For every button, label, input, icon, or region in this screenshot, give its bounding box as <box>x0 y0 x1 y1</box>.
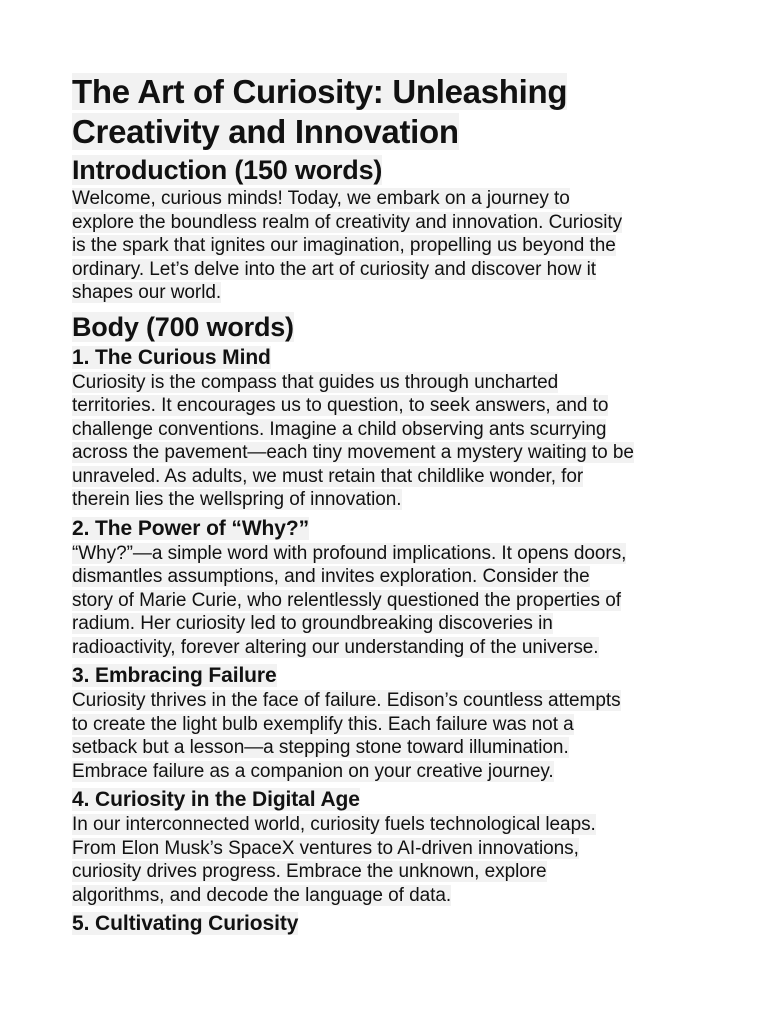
section-heading: 4. Curiosity in the Digital Age <box>72 788 360 811</box>
text-line: story of Marie Curie, who relentlessly questioned the properties of <box>72 589 621 611</box>
section-paragraph <box>72 371 696 512</box>
section-paragraph <box>72 689 696 783</box>
text-line: unraveled. As adults, we must retain that childlike wonder, for <box>72 465 584 487</box>
title-line: Creativity and Innovation <box>72 113 459 150</box>
text-line: to create the light bulb exemplify this. Each failure was not a <box>72 713 574 735</box>
section-the-power-of-why <box>72 515 696 660</box>
text-line: territories. It encourages us to question, to seek answers, and to <box>72 395 609 416</box>
document-body <box>72 72 696 937</box>
text-line: dismantles assumptions, and invites exploration. Consider the <box>72 566 590 587</box>
section-heading: Introduction (150 words) <box>72 155 383 185</box>
text-line: curiosity drives progress. Embrace the unknown, explore <box>72 861 547 882</box>
title-line: The Art of Curiosity: Unleashing <box>72 73 568 110</box>
text-line: ordinary. Let’s delve into the art of curiosity and discover how it <box>72 258 596 280</box>
text-line: across the pavement—each tiny movement a mystery waiting to be <box>72 442 634 463</box>
section-heading: 1. The Curious Mind <box>72 345 271 369</box>
section-paragraph <box>72 542 696 660</box>
section-heading: 2. The Power of “Why?” <box>72 516 309 540</box>
text-line: is the spark that ignites our imagination, propelling us beyond the <box>72 235 616 256</box>
text-line: challenge conventions. Imagine a child observing ants scurrying <box>72 418 607 440</box>
text-line: radium. Her curiosity led to groundbreaking discoveries in <box>72 613 553 634</box>
text-line: explore the boundless realm of creativity and innovation. Curiosity <box>72 211 623 233</box>
section-heading: 5. Cultivating Curiosity <box>72 912 299 935</box>
section-introduction <box>72 154 696 305</box>
text-line: algorithms, and decode the language of data. <box>72 884 452 906</box>
section-paragraph <box>72 187 696 305</box>
section-body <box>72 311 696 344</box>
text-line: “Why?”—a simple word with profound implications. It opens doors, <box>72 542 627 564</box>
text-line: setback but a lesson—a stepping stone toward illumination. <box>72 737 569 758</box>
text-line: Curiosity thrives in the face of failure. Edison’s countless attempts <box>72 690 621 711</box>
section-curiosity-in-the-digital-age <box>72 786 696 907</box>
section-paragraph <box>72 813 696 907</box>
text-line: From Elon Musk’s SpaceX ventures to AI-driven innovations, <box>72 837 579 859</box>
section-heading: 3. Embracing Failure <box>72 664 277 687</box>
text-line: Curiosity is the compass that guides us through uncharted <box>72 371 559 393</box>
section-heading: Body (700 words) <box>72 311 294 342</box>
page-title <box>72 72 696 152</box>
text-line: therein lies the wellspring of innovation. <box>72 489 402 510</box>
text-line: radioactivity, forever altering our understanding of the universe. <box>72 636 599 658</box>
section-cultivating-curiosity <box>72 910 696 937</box>
text-line: Welcome, curious minds! Today, we embark on a journey to <box>72 188 570 209</box>
section-embracing-failure <box>72 662 696 783</box>
text-line: Embrace failure as a companion on your creative journey. <box>72 760 554 782</box>
section-the-curious-mind <box>72 344 696 512</box>
text-line: In our interconnected world, curiosity fuels technological leaps. <box>72 814 596 835</box>
text-line: shapes our world. <box>72 282 222 303</box>
